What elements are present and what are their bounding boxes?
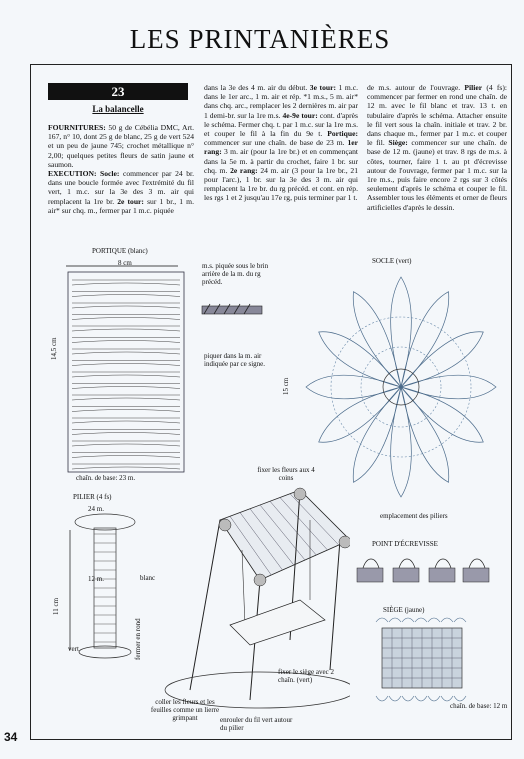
fixer-siege-label: fixer le siège avec 2 chaîn. (vert) [278, 668, 334, 684]
stitch-sample-icon [200, 300, 270, 322]
col2-text-6: 24 m. air (3 pour la 1re br., 21 pour l'arc.), 1 br. sur la 3e des 3 m. air qui remplacent la 1re br. du rg précéd. et cont. en rép. les rgs 1 et 2 jusqu'au 17e rg, puis terminer par 1 t. [204, 165, 358, 203]
ms-piquee-legend: m.s. piquée sous le brin arrière de la m. du rg précéd. [202, 262, 269, 286]
rang1-label: 1er rang: [204, 138, 358, 157]
pilier-label-diagram: PILIER (4 fs) [73, 493, 112, 501]
siege-chain-label: chaîn. de base: 12 m [450, 702, 508, 710]
portique-height-label: 14,5 cm [50, 337, 58, 360]
col2-text-5: 3 m. air (pour la 1re br.) et en commençant dans la 5e m. à partir du crochet, faire 1 br. sur chq. m. [204, 147, 358, 175]
siege-diagram [352, 616, 502, 708]
tour4-9-label: 4e-9e tour: [282, 110, 318, 120]
socle-diagram [296, 262, 506, 512]
col2-text-3: cont. d'après le schéma. Fermer chq. t. par 1 m.c. sur la 1re m.s. et couper le fil à la fin du 9e t. [204, 110, 358, 139]
socle-label: SOCLE (vert) [372, 257, 412, 265]
siege-label: Siège: [388, 138, 408, 148]
pilier-blanc-label: blanc [140, 574, 156, 582]
col3-text-3: commencer sur une chaîn. de base de 12 m. (jaune) et trav. 8 rgs de m.s. à côtes, tourner, faire 1 t. au pt d'écrevisse autour de l'ouvrage, fermer par 1 m.c. sur la 1re m.s., puis faire encore 2 rgs sur 3 côtés seulement d'après le schéma et couper le fil. Assembler tous les éléments et orner de fleurs artificielles d'après le dessin. [367, 138, 507, 212]
col2-text-4: commencer sur une chaîn. de base de 23 m. [204, 138, 348, 148]
point-ecrevisse-label: POINT D'ÉCREVISSE [372, 540, 438, 548]
pattern-name: La balancelle [92, 104, 144, 114]
fournitures-text: 50 g de Cébélia DMC, Art. 167, n° 10, dont 25 g de blanc, 25 g de vert 524 et un peu de jaune 745; crochet métallique n° 2,00; quelques petites fleurs de satin jaune et saumon. [48, 123, 194, 169]
point-ecrevisse-diagram [355, 552, 495, 592]
portique-label-diagram: PORTIQUE (blanc) [92, 247, 148, 255]
portique-width-label: 8 cm [118, 259, 132, 267]
instructions-column-2 [204, 83, 358, 203]
fermer-rond-label: fermer en rond [134, 618, 142, 660]
tour2-label: 2e tour: [117, 196, 144, 206]
pilier-height-label: 11 cm [52, 597, 60, 615]
fixer-fleurs-label: fixer les fleurs aux 4 coins [257, 466, 315, 482]
instructions-column-3 [367, 83, 507, 212]
socle-size-label: 15 cm [282, 377, 290, 395]
page-title: LES PRINTANIÈRES [129, 24, 391, 54]
pilier-12m-label: 12 m. [88, 575, 104, 583]
pilier-24m-label: 24 m. [88, 505, 104, 513]
col3-text-1: de m.s. autour de l'ouvrage. [367, 83, 465, 92]
tour3-label: 3e tour: [309, 83, 336, 92]
enrouler-label: enrouler du fil vert autour du pilier [220, 716, 293, 732]
pilier-label: Pilier [464, 83, 483, 92]
coller-fleurs-label: coller les fleurs et les feuilles comme un lierre grimpant [150, 698, 220, 722]
siege-label-diagram: SIÈGE (jaune) [383, 606, 425, 614]
execution-text: commencer par 24 br. dans une boucle formée avec l'extrémité du fil vert, 1 m.c. sur la 3e des 3 m. air qui remplacent la 1re br. [48, 169, 194, 206]
fournitures-label: FOURNITURES: [48, 123, 106, 132]
col3-text-2: (4 fs): commencer par fermer en rond une chaîn. de 12 m. avec le fil blanc et trav. 13 t. en tubulaire d'après le schéma. Attacher ensuite le fil vert sous la chaîn. initiale et trav. 2 br. dans chaque m., fermer par 1 m.c. et couper le fil. [367, 83, 507, 148]
portique-label: Portique: [327, 129, 358, 139]
portique-chart [58, 262, 188, 477]
piquer-legend: piquer dans la m. air indiquée par ce signe. [204, 352, 266, 368]
pilier-vert-label: vert [68, 645, 79, 653]
portique-chain-label: chaîn. de base: 23 m. [76, 474, 136, 482]
execution-label: EXECUTION: Socle: [48, 169, 120, 179]
col2-text-1: dans la 3e des 4 m. air du début. [204, 83, 310, 92]
col2-text-2: 1 m.c. dans le 1er arc., 1 m. air et rép. *1 m.s., 5 m. air* dans chq. arc., remplacer les 2 dernières m. air par 1 demi-br. sur la 1re m.s. [204, 83, 358, 120]
page-number: 34 [4, 730, 18, 744]
instructions-column-1 [48, 123, 194, 215]
rang2-label: 2e rang: [230, 165, 258, 175]
pattern-number: 23 [48, 83, 188, 100]
piliers-placement-label: emplacement des piliers [380, 512, 448, 520]
tour2-text: sur 1 br., 1 m. air* sur chq. m., fermer par 1 m.c. piquée [48, 196, 194, 215]
